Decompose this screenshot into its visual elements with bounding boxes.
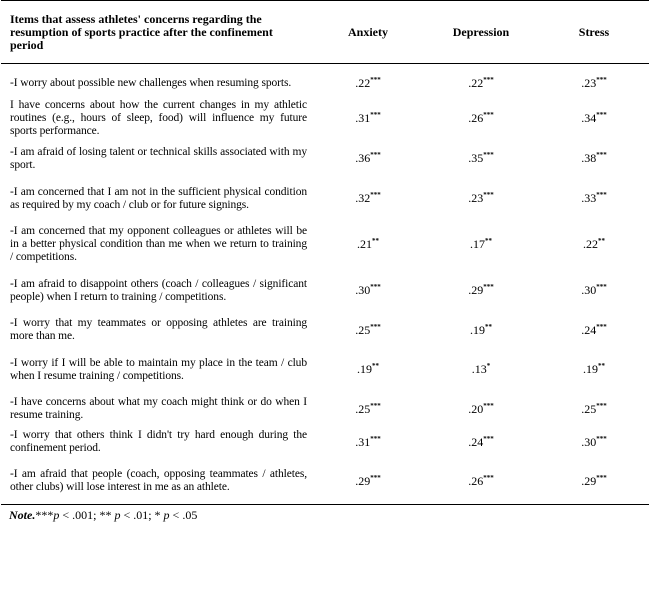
depression-value-cell xyxy=(423,393,539,426)
anxiety-significance-marker: ** xyxy=(372,237,379,245)
table-header xyxy=(1,1,649,64)
stress-value: .24 xyxy=(581,322,597,337)
stress-value: .33 xyxy=(581,191,597,205)
item-text-cell: I have concerns about how the current changes in my athletic routines (e.g., hours of sleep, food) will influence my future sports performance. xyxy=(10,99,307,137)
anxiety-value-cell xyxy=(313,142,423,176)
note-p1-var: p xyxy=(53,508,60,522)
item-text-cell: -I am afraid of losing talent or technical skills associated with my sport. xyxy=(10,145,307,171)
stress-significance-marker: *** xyxy=(596,401,607,410)
stress-significance-marker: *** xyxy=(596,151,607,159)
stress-value-cell xyxy=(539,142,649,176)
item-text-cell: -I have concerns about what my coach might think or do when I resume training. xyxy=(10,396,307,421)
anxiety-value-cell xyxy=(313,268,423,314)
stress-value-cell xyxy=(539,426,649,459)
anxiety-significance-marker: *** xyxy=(370,322,381,331)
item-text-cell: -I worry about possible new challenges when resuming sports. xyxy=(10,76,292,89)
depression-value: .19 xyxy=(470,322,485,337)
anxiety-significance-marker: ** xyxy=(372,362,379,370)
depression-value: .29 xyxy=(468,283,484,297)
anxiety-value-cell xyxy=(313,96,423,142)
depression-value: .26 xyxy=(468,111,484,125)
anxiety-value: .29 xyxy=(355,473,371,488)
stress-value-cell xyxy=(539,268,649,314)
depression-significance-marker: *** xyxy=(483,283,494,291)
stress-significance-marker: *** xyxy=(596,75,607,84)
depression-value: .23 xyxy=(468,191,484,205)
item-text-cell: -I worry that my teammates or opposing athletes are training more than me. xyxy=(10,317,307,342)
stress-significance-marker: *** xyxy=(596,191,607,199)
depression-value-cell xyxy=(423,268,539,314)
item-text-cell: -I worry if I will be able to maintain my place in the team / club when I resume training / competitions. xyxy=(10,356,307,382)
note-p2-rest: < .01; xyxy=(120,508,155,522)
stress-significance-marker: *** xyxy=(596,434,607,443)
anxiety-value-cell xyxy=(313,347,423,393)
depression-significance-marker: ** xyxy=(485,237,492,245)
stress-significance-marker: ** xyxy=(598,237,605,245)
anxiety-column-header: Anxiety xyxy=(313,1,423,64)
stress-significance-marker: *** xyxy=(596,473,607,482)
anxiety-value-cell xyxy=(313,64,423,96)
stress-value: .23 xyxy=(581,75,597,90)
depression-value: .24 xyxy=(468,434,484,449)
item-text-cell: -I am afraid that people (coach, opposing teammates / athletes, other clubs) will lose interest in me as an athlete. xyxy=(1,459,313,505)
table-row xyxy=(1,142,649,176)
stress-value-cell xyxy=(539,64,649,96)
note-p2-var: p xyxy=(111,508,121,522)
anxiety-value: .25 xyxy=(355,322,371,337)
anxiety-significance-marker: *** xyxy=(370,191,381,199)
depression-value-cell xyxy=(423,64,539,96)
table-row xyxy=(1,96,649,142)
note-p3-var: p xyxy=(160,508,170,522)
stress-significance-marker: ** xyxy=(598,362,605,370)
table-row xyxy=(1,64,649,96)
depression-significance-marker: *** xyxy=(483,75,494,84)
depression-significance-marker: *** xyxy=(483,191,494,199)
note-p1-rest: < .001; xyxy=(59,508,100,522)
anxiety-value-cell xyxy=(313,393,423,426)
stress-value-cell xyxy=(539,222,649,268)
stress-column-header: Stress xyxy=(539,1,649,64)
stress-value: .22 xyxy=(583,237,598,251)
table-note xyxy=(0,505,650,522)
anxiety-significance-marker: *** xyxy=(370,111,381,119)
depression-value-cell xyxy=(423,142,539,176)
anxiety-value: .25 xyxy=(355,401,371,416)
table-row xyxy=(1,459,649,505)
table-row xyxy=(1,347,649,393)
depression-significance-marker: ** xyxy=(485,322,492,331)
depression-value-cell xyxy=(423,96,539,142)
anxiety-significance-marker: *** xyxy=(370,283,381,291)
anxiety-value: .32 xyxy=(355,191,371,205)
note-p1-stars: *** xyxy=(35,508,54,522)
anxiety-value-cell xyxy=(313,222,423,268)
depression-value: .20 xyxy=(468,401,484,416)
stress-value-cell xyxy=(539,459,649,505)
depression-value: .22 xyxy=(468,75,484,90)
anxiety-value: .30 xyxy=(355,283,371,297)
table-row xyxy=(1,222,649,268)
anxiety-significance-marker: *** xyxy=(370,151,381,159)
anxiety-value: .22 xyxy=(355,75,371,90)
depression-value: .35 xyxy=(468,151,484,165)
depression-column-header: Depression xyxy=(423,1,539,64)
anxiety-value-cell xyxy=(313,176,423,222)
table-body xyxy=(1,64,649,505)
stress-value: .30 xyxy=(581,283,597,297)
stress-value-cell xyxy=(539,314,649,347)
note-p2-stars: ** xyxy=(99,508,112,522)
table-row xyxy=(1,426,649,459)
anxiety-significance-marker: *** xyxy=(370,434,381,443)
stress-value: .38 xyxy=(581,151,597,165)
depression-value-cell xyxy=(423,222,539,268)
note-label: Note. xyxy=(9,508,36,522)
depression-value-cell xyxy=(423,176,539,222)
depression-value: .13 xyxy=(471,362,487,376)
depression-value: .17 xyxy=(470,237,485,251)
anxiety-value: .19 xyxy=(357,362,372,376)
stress-value: .29 xyxy=(581,473,597,488)
note-p3-stars: * xyxy=(154,508,161,522)
depression-significance-marker: *** xyxy=(483,111,494,119)
correlation-table xyxy=(1,0,649,505)
stress-significance-marker: *** xyxy=(596,283,607,291)
anxiety-significance-marker: *** xyxy=(370,75,381,84)
depression-value-cell xyxy=(423,459,539,505)
depression-value-cell xyxy=(423,426,539,459)
depression-significance-marker: * xyxy=(486,362,491,370)
depression-significance-marker: *** xyxy=(483,151,494,159)
depression-significance-marker: *** xyxy=(483,434,494,443)
depression-value: .26 xyxy=(468,473,484,488)
anxiety-value: .31 xyxy=(355,434,371,449)
note-p3-rest: < .05 xyxy=(169,508,198,522)
table-row xyxy=(1,176,649,222)
stress-value: .25 xyxy=(581,401,597,416)
table-row xyxy=(1,268,649,314)
stress-value-cell xyxy=(539,347,649,393)
stress-value-cell xyxy=(539,96,649,142)
stress-value-cell xyxy=(539,393,649,426)
depression-significance-marker: *** xyxy=(483,401,494,410)
stress-significance-marker: *** xyxy=(596,111,607,119)
anxiety-value-cell xyxy=(313,426,423,459)
depression-value-cell xyxy=(423,347,539,393)
anxiety-value-cell xyxy=(313,459,423,505)
items-column-header: Items that assess athletes' concerns regarding the resumption of sports practice after the confinement period xyxy=(1,1,313,64)
item-text-cell: -I am concerned that my opponent colleagues or athletes will be in a better physical condition than me when we return to training / competitions. xyxy=(10,225,307,263)
item-text-cell: -I worry that others think I didn't try hard enough during the confinement period. xyxy=(10,429,307,454)
stress-value: .34 xyxy=(581,111,597,125)
stress-value: .19 xyxy=(583,362,598,376)
anxiety-significance-marker: *** xyxy=(370,401,381,410)
depression-value-cell xyxy=(423,314,539,347)
table-row xyxy=(1,314,649,347)
stress-value: .30 xyxy=(581,434,597,449)
item-text-cell: -I am afraid to disappoint others (coach / colleagues / significant people) when I return to training / competitions. xyxy=(10,277,307,303)
stress-value-cell xyxy=(539,176,649,222)
header-row xyxy=(1,1,649,64)
anxiety-significance-marker: *** xyxy=(370,473,381,482)
anxiety-value: .21 xyxy=(357,237,372,251)
anxiety-value: .36 xyxy=(355,151,371,165)
item-text-cell: -I am concerned that I am not in the sufficient physical condition as required by my coach / club or for future signings. xyxy=(10,185,307,211)
anxiety-value-cell xyxy=(313,314,423,347)
depression-significance-marker: *** xyxy=(483,473,494,482)
anxiety-value: .31 xyxy=(355,111,371,125)
stress-significance-marker: *** xyxy=(596,322,607,331)
table-row xyxy=(1,393,649,426)
